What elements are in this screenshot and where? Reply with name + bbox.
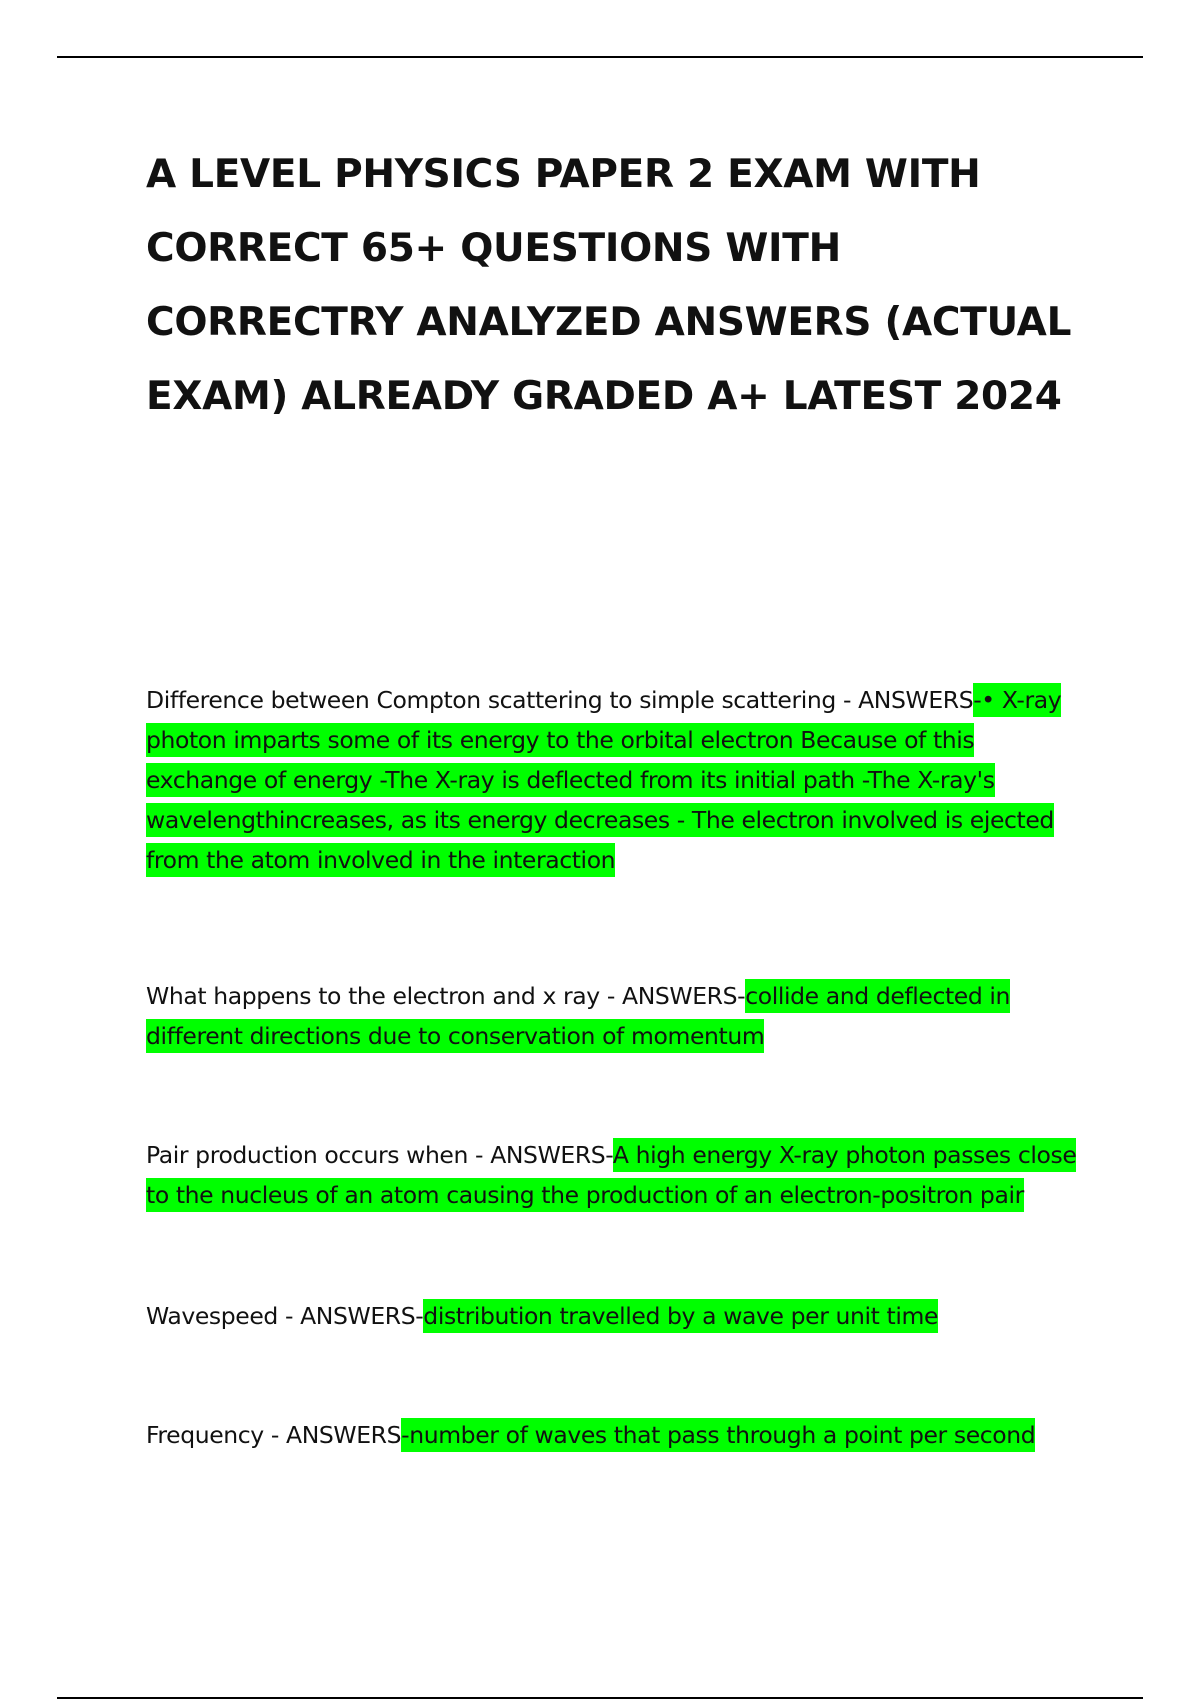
answer-highlight: collide and deflected in different directions due to conservation of momentum	[146, 979, 1010, 1053]
answer-highlight: A high energy X-ray photon passes close to the nucleus of an atom causing the production of an electron-positron pair	[146, 1138, 1076, 1212]
answer-highlight: distribution travelled by a wave per unit time	[423, 1299, 938, 1333]
question-text: Wavespeed - ANSWERS-	[146, 1302, 424, 1330]
bottom-rule	[57, 1697, 1143, 1699]
answer-highlight: -number of waves that pass through a point per second	[401, 1418, 1035, 1452]
qa-item-frequency	[146, 1415, 1086, 1455]
qa-item-electron-xray	[146, 976, 1086, 1056]
question-text: Difference between Compton scattering to simple scattering - ANSWERS	[146, 686, 974, 714]
answer-highlight: -• X-ray photon imparts some of its energy to the orbital electron Because of this exchange of energy -The X-ray is deflected from its initial path -The X-ray's wavelengthincreases, as its energy decreases - The electron involved is ejected from the atom involved in the interaction	[146, 683, 1061, 877]
question-text: Frequency - ANSWERS	[146, 1421, 402, 1449]
qa-item-pair-production	[146, 1135, 1086, 1215]
top-rule	[57, 56, 1143, 58]
qa-item-compton	[146, 680, 1086, 880]
document-title: A LEVEL PHYSICS PAPER 2 EXAM WITH CORRECT 65+ QUESTIONS WITH CORRECTRY ANALYZED ANSWERS (ACTUAL EXAM) ALREADY GRADED A+ LATEST 2024	[146, 152, 1072, 419]
question-text: Pair production occurs when - ANSWERS-	[146, 1141, 613, 1169]
question-text: What happens to the electron and x ray - ANSWERS-	[146, 982, 746, 1010]
qa-item-wavespeed	[146, 1296, 1086, 1336]
